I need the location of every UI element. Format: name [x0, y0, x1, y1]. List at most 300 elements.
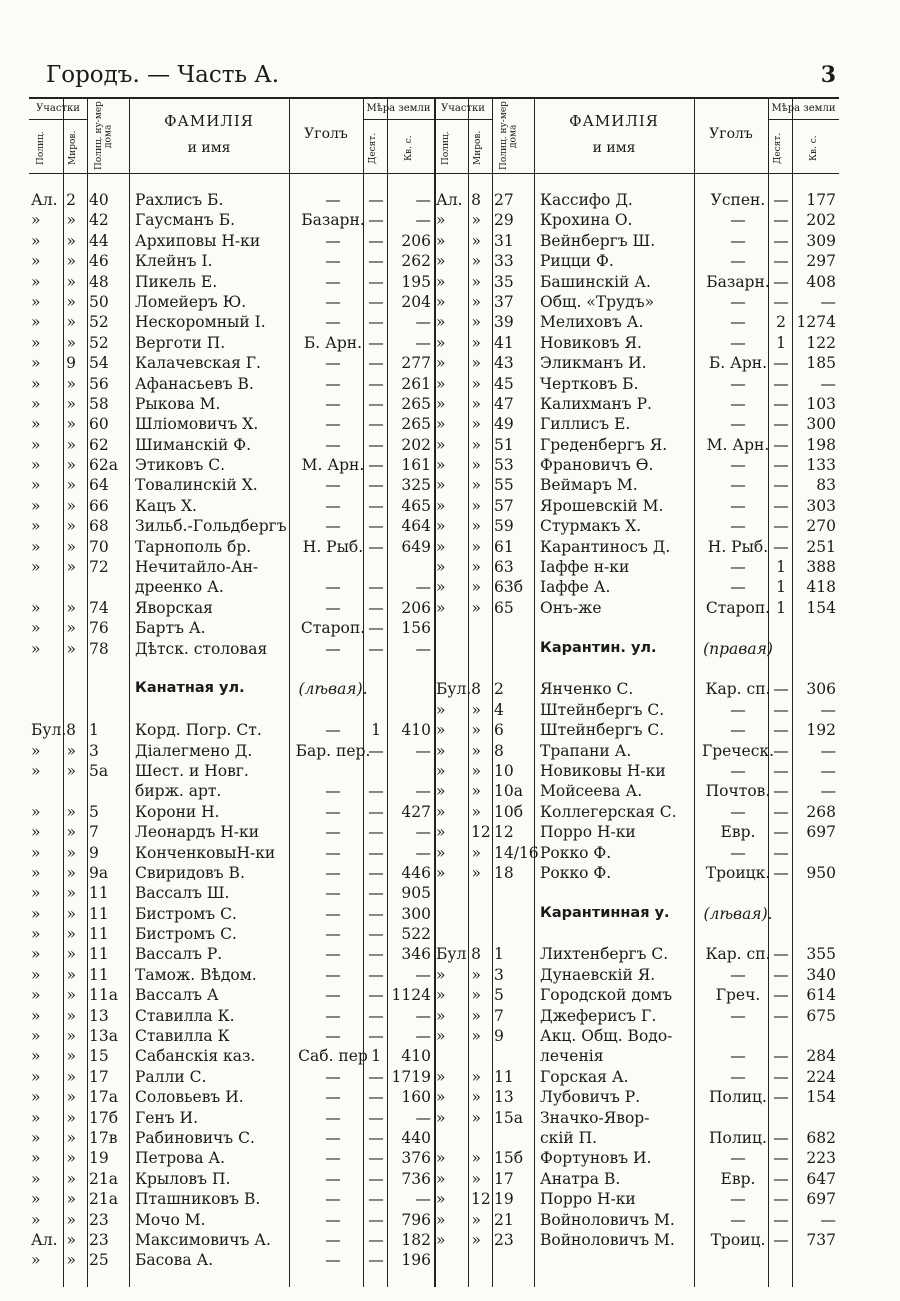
ward-cell: Ал. [31, 1230, 58, 1249]
sq-sazhen-cell: 1124 [391, 986, 431, 1005]
table-row [29, 925, 434, 945]
name-cell: Пташниковъ В. [135, 1190, 261, 1209]
ward-cell: » [31, 333, 41, 352]
ward-cell: » [31, 558, 41, 577]
name-cell: Нескоромный I. [135, 313, 266, 332]
desyatin-cell: — [773, 517, 789, 536]
desyatin-cell: — [368, 1088, 384, 1107]
table-row [434, 680, 839, 700]
corner-cell: Староп. [300, 619, 366, 638]
house-number-cell: 1 [89, 721, 99, 740]
desyatin-cell: — [368, 884, 384, 903]
desyatin-cell: — [773, 435, 789, 454]
ward-cell: » [31, 863, 41, 882]
sq-sazhen-cell: 697 [806, 823, 836, 842]
name-cell: Акц. Общ. Водо- [540, 1027, 673, 1046]
corner-cell: — [325, 1210, 341, 1229]
name-cell: Анатра В. [540, 1169, 621, 1188]
house-number-cell: 19 [89, 1149, 109, 1168]
corner-cell: Кар. сп. [705, 680, 771, 699]
ward-cell: » [31, 1190, 41, 1209]
mirov-cell: » [471, 761, 481, 780]
desyatin-cell: — [368, 496, 384, 515]
ward-cell: » [436, 1108, 446, 1127]
mirov-cell: 2 [66, 191, 76, 209]
name-cell: скій П. [540, 1128, 598, 1147]
header-corner: Уголъ [304, 126, 348, 142]
sq-sazhen-cell: 1719 [391, 1067, 431, 1086]
header-name-top: ФАМИЛІЯ [164, 112, 254, 130]
ward-cell: » [436, 292, 446, 311]
ward-cell: » [436, 211, 446, 230]
sq-sazhen-cell: 950 [806, 863, 836, 882]
desyatin-cell: — [368, 598, 384, 617]
corner-cell: — [730, 1210, 746, 1229]
right-column [434, 97, 839, 1287]
ward-cell: » [436, 700, 446, 719]
ward-cell: » [31, 1169, 41, 1188]
desyatin-cell: 1 [776, 558, 786, 577]
mirov-cell: » [471, 435, 481, 454]
name-cell: Ярошевскій М. [540, 496, 664, 515]
house-number-cell: 63 [494, 558, 514, 577]
corner-cell: — [325, 1230, 341, 1249]
house-number-cell: 29 [494, 211, 514, 230]
header-subrule [768, 119, 839, 120]
house-number-cell: 7 [89, 823, 99, 842]
name-cell: Зильб.-Гольдбергъ [135, 517, 287, 536]
ward-cell: » [31, 292, 41, 311]
house-number-cell: 11 [89, 904, 109, 923]
corner-cell: Греческ. [701, 741, 775, 760]
house-number-cell: 31 [494, 231, 514, 250]
name-cell: дреенко А. [135, 578, 224, 597]
desyatin-cell: — [773, 415, 789, 434]
desyatin-cell: — [773, 721, 789, 740]
header-name-top: ФАМИЛІЯ [569, 112, 659, 130]
name-cell: Янченко С. [540, 680, 634, 699]
sq-sazhen-cell: 1274 [796, 313, 836, 332]
sq-sazhen-cell: 133 [806, 456, 836, 475]
house-number-cell: 13а [89, 1027, 118, 1046]
house-number-cell: 65 [494, 598, 514, 617]
ward-cell: » [436, 1210, 446, 1229]
mirov-cell: » [471, 537, 481, 556]
mirov-cell: » [471, 272, 481, 291]
corner-cell: Староп. [705, 598, 771, 617]
house-number-cell: 50 [89, 292, 109, 311]
sq-sazhen-cell: 195 [401, 272, 431, 291]
mirov-cell: » [471, 517, 481, 536]
corner-cell: (лѣвая). [703, 904, 773, 923]
sq-sazhen-cell: — [415, 1190, 431, 1209]
corner-cell: — [730, 394, 746, 413]
desyatin-cell: — [773, 863, 789, 882]
desyatin-cell: — [773, 1210, 789, 1229]
header-land: Мѣра земли [771, 103, 836, 114]
corner-cell: — [325, 945, 341, 964]
sq-sazhen-cell: — [415, 823, 431, 842]
house-number-cell: 33 [494, 252, 514, 271]
sq-sazhen-cell: 284 [806, 1047, 836, 1066]
name-cell: Вейнбергъ Ш. [540, 231, 656, 250]
mirov-cell: » [66, 1027, 76, 1046]
table-row [29, 803, 434, 823]
table-row [29, 456, 434, 476]
house-number-cell: 41 [494, 333, 514, 352]
house-number-cell: 3 [89, 741, 99, 760]
table-row [434, 986, 839, 1006]
corner-cell: Полиц. [709, 1088, 767, 1107]
desyatin-cell: — [773, 1169, 789, 1188]
ward-cell: » [31, 394, 41, 413]
corner-cell: — [730, 1006, 746, 1025]
sq-sazhen-cell: — [415, 1108, 431, 1127]
sq-sazhen-cell: 192 [806, 721, 836, 740]
ward-cell: » [436, 863, 446, 882]
house-number-cell: 57 [494, 496, 514, 515]
name-cell: Товалинскій Х. [135, 476, 258, 495]
sq-sazhen-cell: 427 [401, 802, 431, 821]
mirov-cell: » [471, 313, 481, 332]
header-name-bottom: и имя [592, 140, 636, 156]
desyatin-cell: — [368, 986, 384, 1005]
mirov-cell: » [471, 231, 481, 250]
ward-cell: » [436, 252, 446, 271]
name-cell: Новиковъ Я. [540, 333, 642, 352]
table-row [434, 1231, 839, 1251]
house-number-cell: 58 [89, 394, 109, 413]
corner-cell: Базарн. [706, 272, 770, 291]
mirov-cell: » [471, 415, 481, 434]
table-row [434, 538, 839, 558]
corner-cell: — [730, 700, 746, 719]
sq-sazhen-cell: 204 [401, 292, 431, 311]
ward-cell: » [436, 537, 446, 556]
mirov-cell: » [471, 843, 481, 862]
desyatin-cell: — [773, 1190, 789, 1209]
name-cell: Рицци Ф. [540, 252, 614, 271]
table-row [29, 578, 434, 598]
ward-cell: » [31, 823, 41, 842]
ward-cell: » [31, 517, 41, 536]
left-column [29, 97, 434, 1287]
corner-cell: Евр. [720, 823, 756, 842]
name-cell: Чертковъ Б. [540, 374, 639, 393]
mirov-cell: 8 [471, 680, 481, 699]
desyatin-cell: — [368, 1128, 384, 1147]
sq-sazhen-cell: 251 [806, 537, 836, 556]
table-row [29, 1190, 434, 1210]
ward-cell: » [31, 435, 41, 454]
table-row [29, 517, 434, 537]
name-cell: Кассифо Д. [540, 191, 633, 209]
name-cell: леченія [540, 1047, 604, 1066]
header-subrule [363, 119, 434, 120]
house-number-cell: 23 [494, 1230, 514, 1249]
ward-cell: » [436, 313, 446, 332]
mirov-cell: » [66, 863, 76, 882]
header-name-bottom: и имя [187, 140, 231, 156]
table-row [434, 1047, 839, 1067]
sq-sazhen-cell: — [415, 578, 431, 597]
table-row [29, 395, 434, 415]
mirov-cell: » [471, 374, 481, 393]
sq-sazhen-cell: 270 [806, 517, 836, 536]
sq-sazhen-cell: 196 [401, 1251, 431, 1270]
sq-sazhen-cell: 464 [401, 517, 431, 536]
corner-cell: — [730, 476, 746, 495]
corner-cell: — [325, 721, 341, 740]
sq-sazhen-cell: — [820, 741, 836, 760]
desyatin-cell: — [368, 537, 384, 556]
sq-sazhen-cell: 647 [806, 1169, 836, 1188]
desyatin-cell: — [368, 476, 384, 495]
desyatin-cell: — [773, 537, 789, 556]
table-row [434, 599, 839, 619]
corner-cell: Кар. сп. [705, 945, 771, 964]
corner-cell: — [325, 863, 341, 882]
sq-sazhen-cell: 346 [401, 945, 431, 964]
name-cell: Шліомовичъ Х. [135, 415, 259, 434]
mirov-cell: » [66, 333, 76, 352]
corner-cell: — [730, 1149, 746, 1168]
table-row [29, 1251, 434, 1271]
sq-sazhen-cell: — [820, 700, 836, 719]
name-cell: Эликманъ И. [540, 354, 647, 373]
house-number-cell: 6 [494, 721, 504, 740]
mirov-cell: » [66, 884, 76, 903]
desyatin-cell: — [368, 354, 384, 373]
desyatin-cell: — [368, 925, 384, 944]
corner-cell: — [325, 496, 341, 515]
table-row [29, 313, 434, 333]
house-number-cell: 18 [494, 863, 514, 882]
page-title: Городъ. — Часть А. [46, 62, 280, 88]
name-cell: Калачевская Г. [135, 354, 261, 373]
house-number-cell: 72 [89, 558, 109, 577]
house-number-cell: 9 [89, 843, 99, 862]
desyatin-cell: — [368, 1006, 384, 1025]
corner-cell: — [325, 394, 341, 413]
sq-sazhen-cell: 154 [806, 1088, 836, 1107]
mirov-cell: » [66, 1047, 76, 1066]
mirov-cell: » [66, 639, 76, 658]
desyatin-cell: — [368, 211, 384, 230]
desyatin-cell: 1 [776, 578, 786, 597]
name-cell: Войноловичъ М. [540, 1230, 675, 1249]
mirov-cell: » [66, 823, 76, 842]
sq-sazhen-cell: 446 [401, 863, 431, 882]
mirov-cell: » [66, 1169, 76, 1188]
sq-sazhen-cell: 122 [806, 333, 836, 352]
desyatin-cell: — [368, 863, 384, 882]
name-cell: Стурмакъ Х. [540, 517, 642, 536]
ward-cell: » [436, 435, 446, 454]
ward-cell: » [436, 1067, 446, 1086]
sq-sazhen-cell: 265 [401, 394, 431, 413]
corner-cell: М. Арн. [301, 456, 365, 475]
mirov-cell: » [66, 761, 76, 780]
corner-cell: — [325, 476, 341, 495]
mirov-cell: » [66, 945, 76, 964]
mirov-cell: » [66, 1128, 76, 1147]
table-row [434, 1109, 839, 1129]
ward-cell: » [31, 965, 41, 984]
mirov-cell: » [66, 1067, 76, 1086]
corner-cell: — [325, 415, 341, 434]
table-row [29, 232, 434, 252]
name-cell: Тамож. Вѣдом. [135, 965, 257, 984]
ward-cell: » [31, 1210, 41, 1229]
house-number-cell: 25 [89, 1251, 109, 1270]
corner-cell: — [325, 292, 341, 311]
ward-cell: » [31, 598, 41, 617]
name-cell: Ставилла К. [135, 1006, 235, 1025]
table-row [434, 619, 839, 639]
ward-cell: » [436, 986, 446, 1005]
corner-cell: — [325, 313, 341, 332]
sq-sazhen-cell: 182 [401, 1230, 431, 1249]
ward-cell: » [31, 476, 41, 495]
header-subrule [29, 119, 87, 120]
desyatin-cell: — [368, 1067, 384, 1086]
mirov-cell: 8 [471, 191, 481, 209]
sq-sazhen-cell: 388 [806, 558, 836, 577]
mirov-cell: » [471, 456, 481, 475]
table-row [434, 1088, 839, 1108]
corner-cell: — [325, 639, 341, 658]
mirov-cell: » [66, 1190, 76, 1209]
corner-cell: — [325, 1006, 341, 1025]
ward-cell: » [31, 639, 41, 658]
header-wards: Участки [441, 103, 485, 114]
sq-sazhen-cell: 154 [806, 598, 836, 617]
house-number-cell: 21а [89, 1190, 118, 1209]
table-row [434, 823, 839, 843]
corner-cell: — [325, 823, 341, 842]
table-row [434, 313, 839, 333]
ward-cell: » [436, 965, 446, 984]
corner-cell: — [325, 231, 341, 250]
name-cell: бирж. арт. [135, 782, 222, 801]
table-row [434, 925, 839, 945]
sq-sazhen-cell: 297 [806, 252, 836, 271]
table-row [29, 742, 434, 762]
mirov-cell: » [471, 598, 481, 617]
name-cell: Карантинная у. [540, 904, 670, 921]
corner-cell: — [325, 1088, 341, 1107]
sq-sazhen-cell: 300 [401, 904, 431, 923]
ward-cell: » [436, 394, 446, 413]
right-rows [434, 191, 839, 1251]
name-cell: Этиковъ С. [135, 456, 226, 475]
sq-sazhen-cell: — [415, 333, 431, 352]
mirov-cell: » [66, 741, 76, 760]
house-number-cell: 4 [494, 700, 504, 719]
table-row [29, 599, 434, 619]
house-number-cell: 23 [89, 1230, 109, 1249]
ward-cell: » [436, 761, 446, 780]
desyatin-cell: 1 [371, 1047, 381, 1066]
mirov-cell: » [471, 292, 481, 311]
table-row [434, 1068, 839, 1088]
name-cell: Мойсеева А. [540, 782, 643, 801]
house-number-cell: 17 [494, 1169, 514, 1188]
ward-cell: » [31, 496, 41, 515]
sq-sazhen-cell: 522 [401, 925, 431, 944]
corner-cell: — [325, 884, 341, 903]
desyatin-cell: — [368, 394, 384, 413]
header-house-no: Полиц. ну-мер дома [94, 101, 114, 171]
street-heading-row [29, 680, 434, 700]
desyatin-cell: — [368, 456, 384, 475]
sq-sazhen-cell: 185 [806, 354, 836, 373]
desyatin-cell: — [773, 1230, 789, 1249]
desyatin-cell: — [773, 252, 789, 271]
name-cell: Кацъ Х. [135, 496, 197, 515]
mirov-cell: » [471, 1169, 481, 1188]
ward-cell: » [31, 1067, 41, 1086]
name-cell: Рыкова М. [135, 394, 221, 413]
name-cell: Рахлисъ Б. [135, 191, 224, 209]
sq-sazhen-cell: 410 [401, 1047, 431, 1066]
mirov-cell: » [471, 1230, 481, 1249]
ward-cell: » [436, 1088, 446, 1107]
house-number-cell: 53 [494, 456, 514, 475]
desyatin-cell: — [368, 619, 384, 638]
desyatin-cell: — [773, 476, 789, 495]
corner-cell: — [730, 1067, 746, 1086]
corner-cell: — [325, 1190, 341, 1209]
desyatin-cell: — [368, 1108, 384, 1127]
sq-sazhen-cell: 736 [401, 1169, 431, 1188]
sq-sazhen-cell: 418 [806, 578, 836, 597]
name-cell: Вассалъ А [135, 986, 219, 1005]
name-cell: Войноловичъ М. [540, 1210, 675, 1229]
table-row [434, 517, 839, 537]
ward-cell: » [31, 619, 41, 638]
corner-cell: — [325, 782, 341, 801]
table-row [434, 966, 839, 986]
house-number-cell: 35 [494, 272, 514, 291]
table-row [434, 864, 839, 884]
mirov-cell: » [471, 354, 481, 373]
desyatin-cell: — [773, 231, 789, 250]
house-number-cell: 7 [494, 1006, 504, 1025]
mirov-cell: » [66, 986, 76, 1005]
desyatin-cell: — [368, 333, 384, 352]
table-row [434, 1129, 839, 1149]
desyatin-cell: 1 [371, 721, 381, 740]
mirov-cell: » [66, 517, 76, 536]
ward-cell: » [31, 1128, 41, 1147]
desyatin-cell: — [773, 1067, 789, 1086]
ward-cell: » [436, 231, 446, 250]
mirov-cell: » [66, 1006, 76, 1025]
name-cell: Дунаевскій Я. [540, 965, 656, 984]
corner-cell: — [325, 354, 341, 373]
desyatin-cell: — [368, 191, 384, 209]
desyatin-cell: — [773, 782, 789, 801]
corner-cell: Евр. [720, 1169, 756, 1188]
ward-cell: » [436, 782, 446, 801]
table-row [29, 415, 434, 435]
table-row [29, 252, 434, 272]
mirov-cell: » [66, 435, 76, 454]
table-row [29, 191, 434, 211]
table-row [29, 1109, 434, 1129]
